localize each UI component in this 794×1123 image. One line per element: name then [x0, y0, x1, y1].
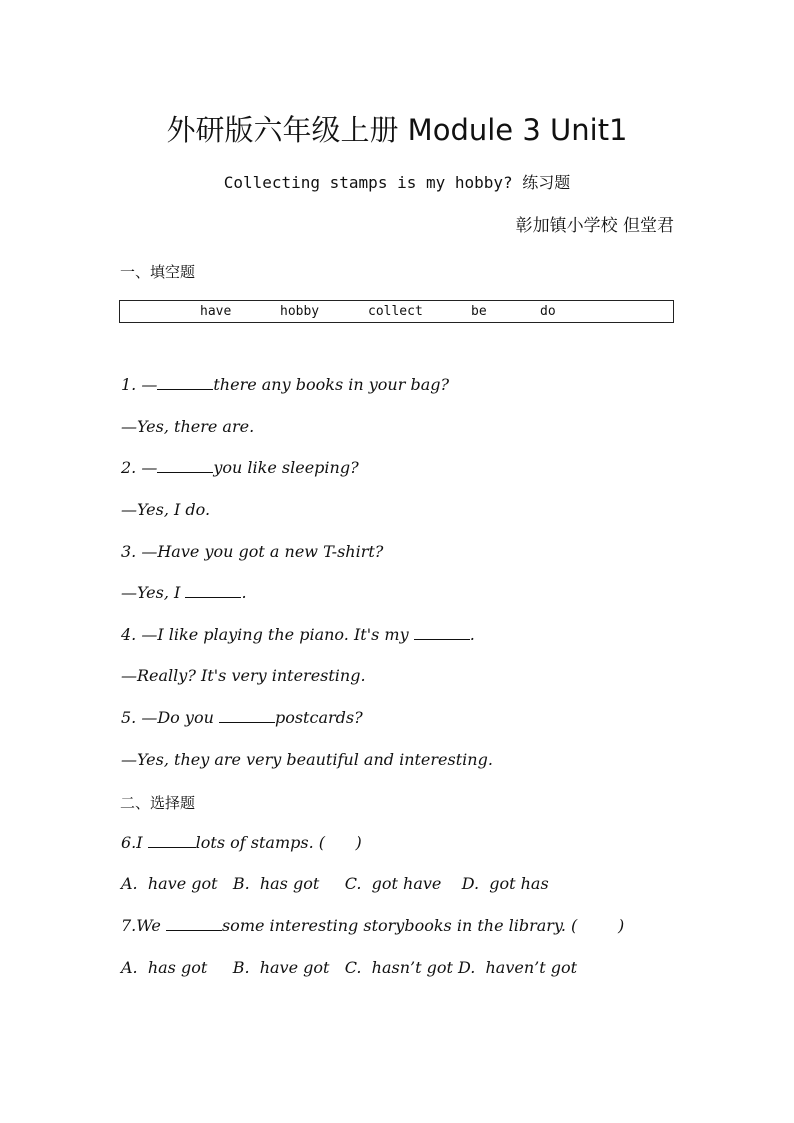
answer-blank — [219, 710, 275, 723]
question-text: some interesting storybooks in the library. ( ) — [221, 916, 625, 935]
answer-blank — [157, 460, 213, 473]
page-subtitle: Collecting stamps is my hobby? 练习题 — [223, 173, 571, 192]
answer-line: —Really? It's very interesting. — [121, 666, 366, 685]
answer-blank — [414, 627, 470, 640]
question-text: . — [241, 583, 247, 602]
question-2 — [121, 458, 359, 477]
question-7 — [121, 916, 624, 935]
answer-line — [121, 583, 247, 602]
answer-blank — [148, 835, 196, 848]
section-heading-multiple-choice: 二、选择题 — [120, 794, 196, 812]
word-bank-item: be — [471, 304, 487, 319]
page-title: 外研版六年级上册 Module 3 Unit1 — [166, 113, 628, 147]
question-1 — [121, 375, 449, 394]
question-text: 2. — — [121, 458, 158, 477]
word-bank-item: hobby — [280, 304, 320, 319]
options-line: A. has got B. have got C. hasn’t got D. haven’t got — [121, 958, 578, 977]
answer-line: —Yes, there are. — [121, 417, 255, 436]
question-5 — [121, 708, 363, 727]
question-text: 7.We — [121, 916, 166, 935]
options-line: A. have got B. has got C. got have D. got has — [121, 874, 549, 893]
question-text: lots of stamps. ( ) — [195, 833, 362, 852]
word-bank-box — [119, 300, 674, 323]
word-bank-item: have — [200, 304, 232, 319]
question-text: . — [469, 625, 475, 644]
question-4 — [121, 625, 475, 644]
question-text: —Yes, I — [121, 583, 186, 602]
question-text: you like sleeping? — [213, 458, 359, 477]
answer-line: —Yes, they are very beautiful and interesting. — [121, 750, 493, 769]
author-line: 彰加镇小学校 但堂君 — [515, 216, 674, 236]
answer-line: —Yes, I do. — [121, 500, 211, 519]
question-6 — [121, 833, 362, 852]
section-heading-fill-in: 一、填空题 — [120, 263, 196, 281]
question-text: 5. —Do you — [121, 708, 219, 727]
question-text: 1. — — [121, 375, 158, 394]
question-text: postcards? — [274, 708, 363, 727]
question-text: 6.I — [121, 833, 148, 852]
answer-blank — [166, 918, 222, 931]
answer-blank — [185, 585, 241, 598]
question-text: 4. —I like playing the piano. It's my — [121, 625, 414, 644]
question-3: 3. —Have you got a new T-shirt? — [121, 542, 384, 561]
word-bank-item: do — [540, 304, 556, 319]
word-bank-item: collect — [368, 304, 423, 319]
question-text: there any books in your bag? — [213, 375, 450, 394]
answer-blank — [157, 377, 213, 390]
